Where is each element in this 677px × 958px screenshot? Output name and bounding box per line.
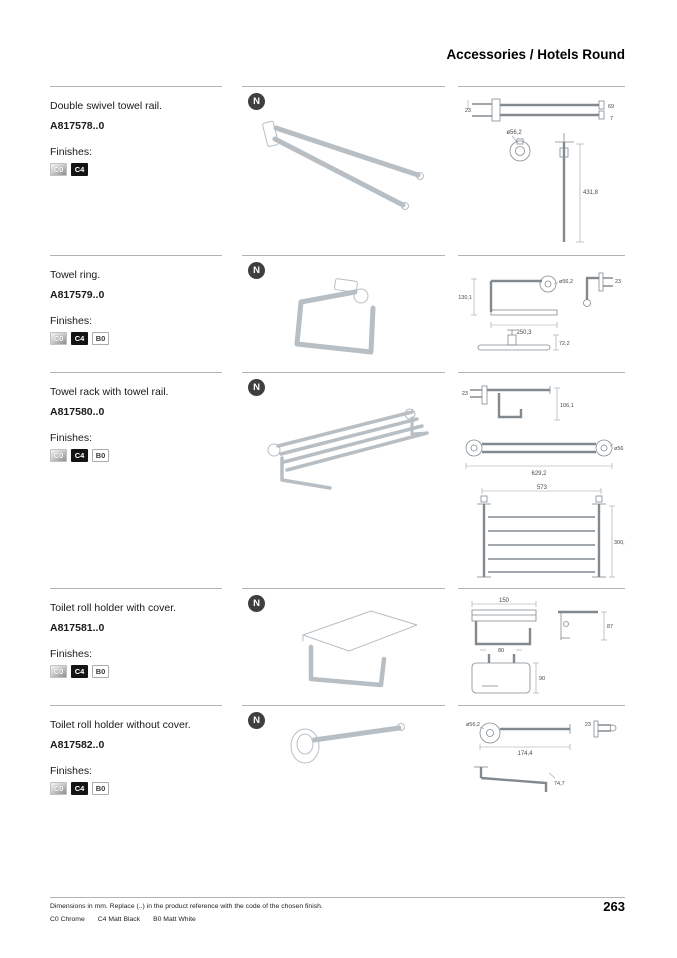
- finish-chip-c0: C0: [50, 782, 67, 795]
- new-badge: N: [248, 712, 265, 729]
- finish-chip-c4: C4: [71, 163, 88, 176]
- finish-chip-c0: C0: [50, 163, 67, 176]
- finish-chip-b0: B0: [92, 332, 109, 345]
- new-badge: N: [248, 379, 265, 396]
- product-info: [50, 705, 222, 865]
- product-row-towel-rack: [0, 372, 677, 588]
- dim-label-bar-width: 573: [536, 485, 548, 491]
- product-code: A817580..0: [50, 405, 105, 418]
- dimension-cell: [458, 255, 625, 372]
- product-name: Towel rack with towel rail.: [50, 386, 169, 398]
- product-photo-cell: [242, 372, 445, 588]
- dim-label-side-height: 106,1: [560, 403, 574, 409]
- dim-label-end-bottom: 7: [610, 116, 614, 122]
- product-photo-towel-rack: [252, 388, 437, 498]
- dim-label-total-width: 629,2: [531, 471, 547, 477]
- product-photo-toilet-roll-holder-without-cover: [277, 714, 427, 774]
- product-photo-double-swivel-towel-rail: [250, 115, 445, 215]
- new-badge: N: [248, 262, 265, 279]
- product-info: [50, 372, 222, 588]
- product-code: A817581..0: [50, 621, 105, 634]
- finishes-label: Finishes:: [50, 647, 93, 660]
- product-code: A817582..0: [50, 738, 105, 751]
- product-photo-cell: [242, 255, 445, 372]
- finishes-label: Finishes:: [50, 314, 93, 327]
- finish-chip-b0: B0: [92, 449, 109, 462]
- product-info: [50, 86, 222, 255]
- dim-label-wall-offset: 23: [464, 108, 471, 114]
- legend-c4-matt-black: C4 Matt Black: [97, 916, 141, 923]
- product-name: Towel ring.: [50, 269, 101, 281]
- dim-label-length: 174,4: [517, 751, 533, 757]
- product-name: Toilet roll holder with cover.: [50, 602, 177, 614]
- dim-label-width: 250,3: [516, 330, 532, 336]
- product-photo-cell: [242, 588, 445, 705]
- dim-label-cover-span: 80: [497, 648, 505, 654]
- dim-label-wall-offset: 23: [461, 391, 468, 397]
- dim-label-side-depth: 74,7: [554, 781, 565, 787]
- dim-label-height: 130,1: [458, 295, 472, 301]
- product-code: A817578..0: [50, 119, 105, 132]
- dimension-cell: [458, 588, 625, 705]
- dim-label-end-top: 69: [608, 104, 615, 110]
- product-photo-cell: [242, 86, 445, 255]
- product-photo-toilet-roll-holder-with-cover: [267, 599, 427, 694]
- new-badge: N: [248, 595, 265, 612]
- footer-note: Dimensions in mm. Replace (..) in the product reference with the code of the chosen finish.: [50, 903, 323, 910]
- finish-chip-c4: C4: [71, 332, 88, 345]
- footer-divider: [50, 897, 625, 898]
- product-row-towel-ring: [0, 255, 677, 372]
- page-title: Accessories / Hotels Round: [446, 47, 625, 62]
- product-name: Toilet roll holder without cover.: [50, 719, 191, 731]
- product-info: [50, 255, 222, 372]
- product-row-toilet-roll-holder: [0, 705, 677, 865]
- dimension-drawing-towel-ring: [458, 261, 625, 368]
- finish-chip-c0: C0: [50, 665, 67, 678]
- finishes-label: Finishes:: [50, 431, 93, 444]
- dimension-cell: [458, 372, 625, 588]
- dim-label-flange-dia: ø56,2: [465, 722, 480, 728]
- finish-chips: [50, 163, 222, 176]
- page-number: 263: [603, 899, 625, 914]
- finish-legend: [50, 916, 196, 923]
- finish-chips: [50, 332, 222, 345]
- product-code: A817579..0: [50, 288, 105, 301]
- dim-label-top-depth: 72,2: [559, 341, 570, 347]
- product-photo-cell: [242, 705, 445, 865]
- dim-label-flange-dia: ø56,2: [506, 130, 522, 136]
- dim-label-height: 300,: [614, 540, 625, 546]
- finish-chip-c4: C4: [71, 782, 88, 795]
- dim-label-flange-dia: ø56,2: [559, 279, 574, 285]
- product-row-double-swivel-towel-rail: [0, 86, 677, 255]
- product-name: Double swivel towel rail.: [50, 100, 163, 112]
- product-info: [50, 588, 222, 705]
- product-row-toilet-roll-holder-cover: [0, 588, 677, 705]
- new-badge: N: [248, 93, 265, 110]
- finish-chip-c0: C0: [50, 449, 67, 462]
- dim-label-flange-dia: ø56: [614, 446, 624, 452]
- dim-label-arm-length: 431,8: [583, 190, 599, 196]
- finish-chips: [50, 782, 222, 795]
- dimension-cell: [458, 86, 625, 255]
- dimension-drawing-toilet-roll-holder-without-cover: [458, 711, 625, 803]
- dimension-drawing-double-swivel-towel-rail: [458, 92, 625, 250]
- dim-label-depth: 87: [607, 624, 614, 630]
- finish-chip-c4: C4: [71, 665, 88, 678]
- dim-label-wall-offset: 23: [584, 722, 591, 728]
- product-photo-towel-ring: [267, 272, 417, 364]
- dimension-drawing-toilet-roll-holder-with-cover: [458, 594, 625, 702]
- legend-b0-matt-white: B0 Matt White: [153, 916, 196, 923]
- finish-chip-b0: B0: [92, 782, 109, 795]
- finish-chip-b0: B0: [92, 665, 109, 678]
- finish-chips: [50, 665, 222, 678]
- finish-chips: [50, 449, 222, 462]
- dimension-cell: [458, 705, 625, 865]
- finish-chip-c4: C4: [71, 449, 88, 462]
- dimension-drawing-towel-rack: [458, 378, 625, 588]
- finishes-label: Finishes:: [50, 764, 93, 777]
- finishes-label: Finishes:: [50, 145, 93, 158]
- finish-chip-c0: C0: [50, 332, 67, 345]
- dim-label-width: 150: [498, 598, 510, 604]
- dim-label-wall-offset: 23: [615, 279, 622, 285]
- legend-c0-chrome: C0 Chrome: [50, 916, 85, 923]
- dim-label-cover-height: 90: [539, 676, 546, 682]
